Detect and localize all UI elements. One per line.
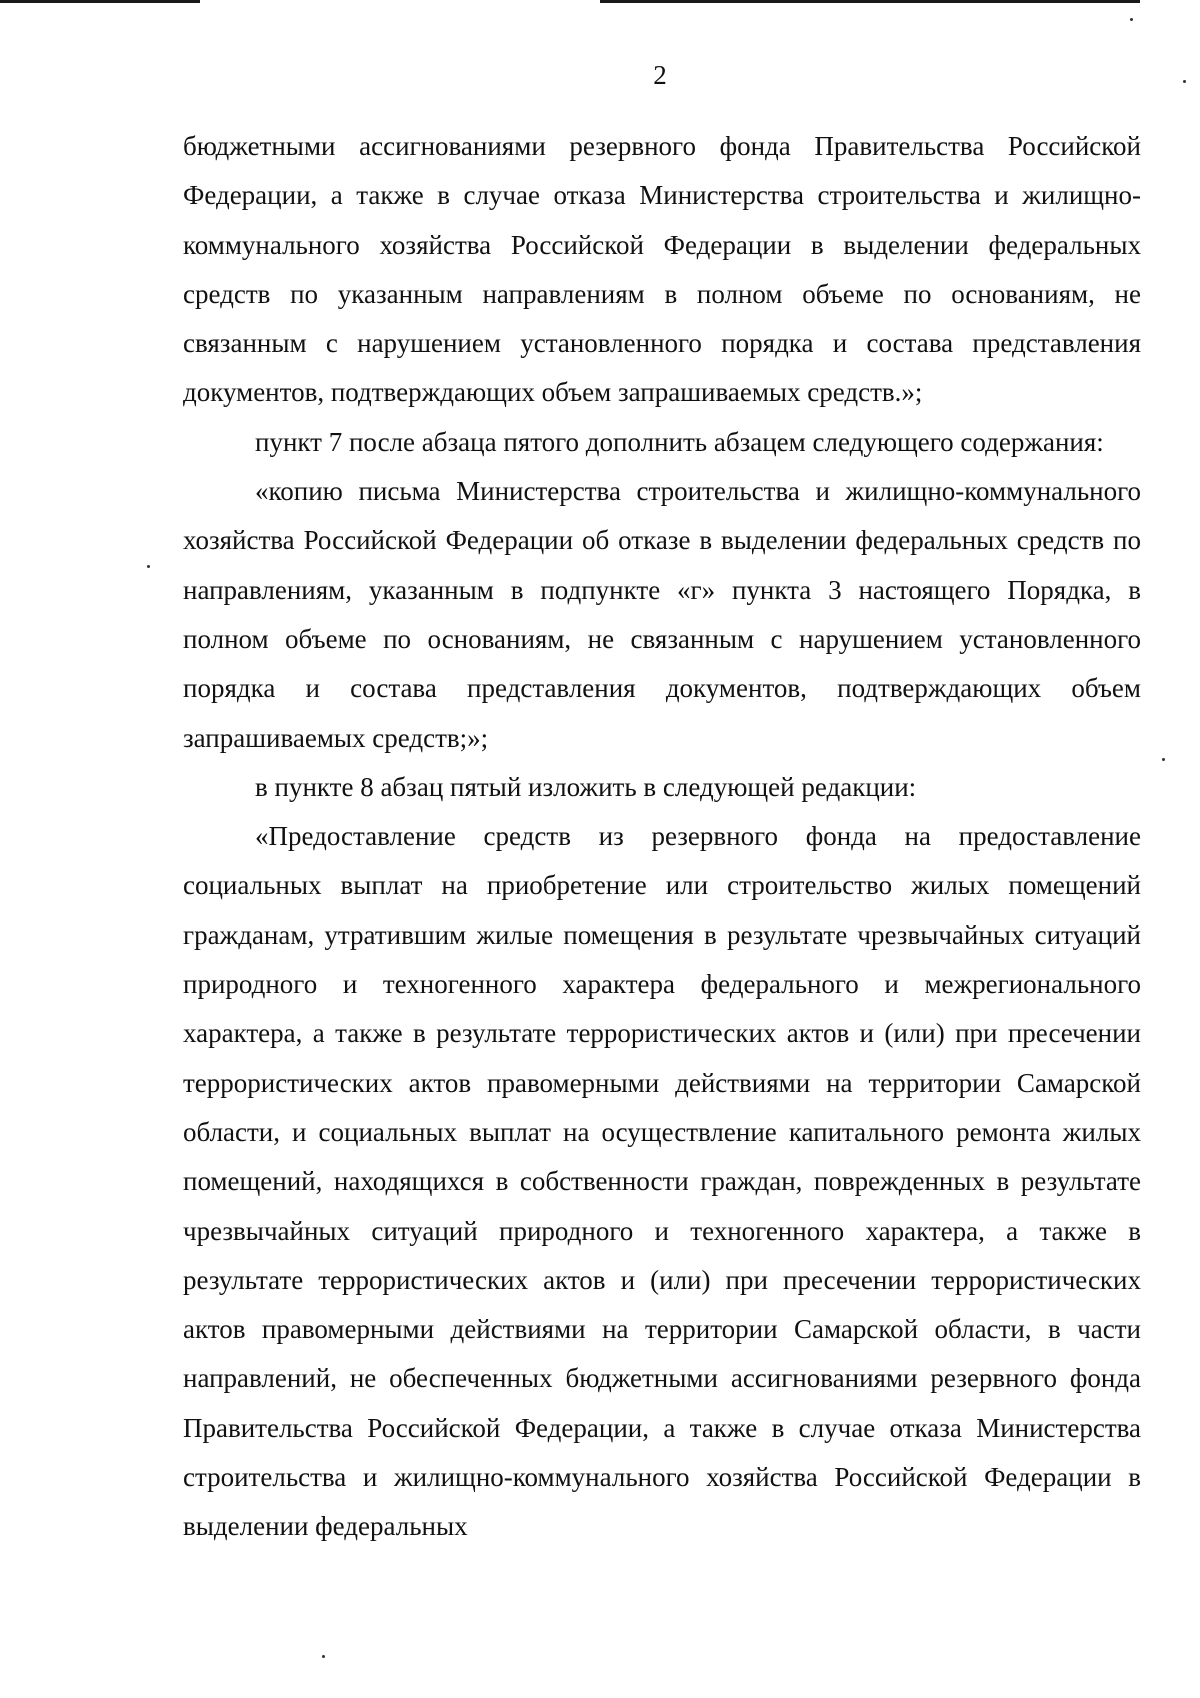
scan-speck: [1130, 18, 1133, 21]
scan-edge-gap: [200, 0, 600, 3]
scan-speck: [1162, 758, 1165, 761]
document-body: [183, 122, 1141, 1552]
paragraph: в пункте 8 абзац пятый изложить в следующей редакции:: [255, 771, 917, 802]
paragraph: «Предоставление средств из резервного фонда на предоставление социальных выплат на приобретение или строительство жилых помещений гражданам, утратившим жилые помещения в результате чрезвычайных ситуаций природного и техногенного характера федерального и межрегионального характера, а также в результате террористических актов и (или) при пресечении террористических актов правомерными действиями на территории Самарской области, и социальных выплат на осуществление капитального ремонта жилых помещений, находящихся в собственности граждан, поврежденных в результате чрезвычайных ситуаций природного и техногенного характера, а также в результате террористических актов и (или) при пресечении террористических актов правомерными действиями на территории Самарской области, в части направлений, не обеспеченных бюджетными ассигнованиями резервного фонда Правительства Российской Федерации, а также в случае отказа Министерства строительства и жилищно-коммунального хозяйства Российской Федерации в выделении федеральных: [183, 821, 1141, 1542]
scan-speck: [322, 1655, 325, 1658]
page-number: 2: [653, 60, 667, 90]
scan-speck: [147, 565, 150, 568]
paragraph: пункт 7 после абзаца пятого дополнить абзацем следующего содержания:: [255, 426, 1104, 457]
paragraph: бюджетными ассигнованиями резервного фонда Правительства Российской Федерации, а также в случае отказа Министерства строительства и жилищно-коммунального хозяйства Российской Федерации в выделении федеральных средств по указанным направлениям в полном объеме по основаниям, не связанным с нарушением установленного порядка и состава представления документов, подтверждающих объем запрашиваемых средств.»;: [183, 131, 1141, 408]
paragraph: «копию письма Министерства строительства и жилищно-коммунального хозяйства Российской Федерации об отказе в выделении федеральных средств по направлениям, указанным в подпункте «г» пункта 3 настоящего Порядка, в полном объеме по основаниям, не связанным с нарушением установленного порядка и состава представления документов, подтверждающих объем запрашиваемых средств;»;: [183, 476, 1141, 753]
